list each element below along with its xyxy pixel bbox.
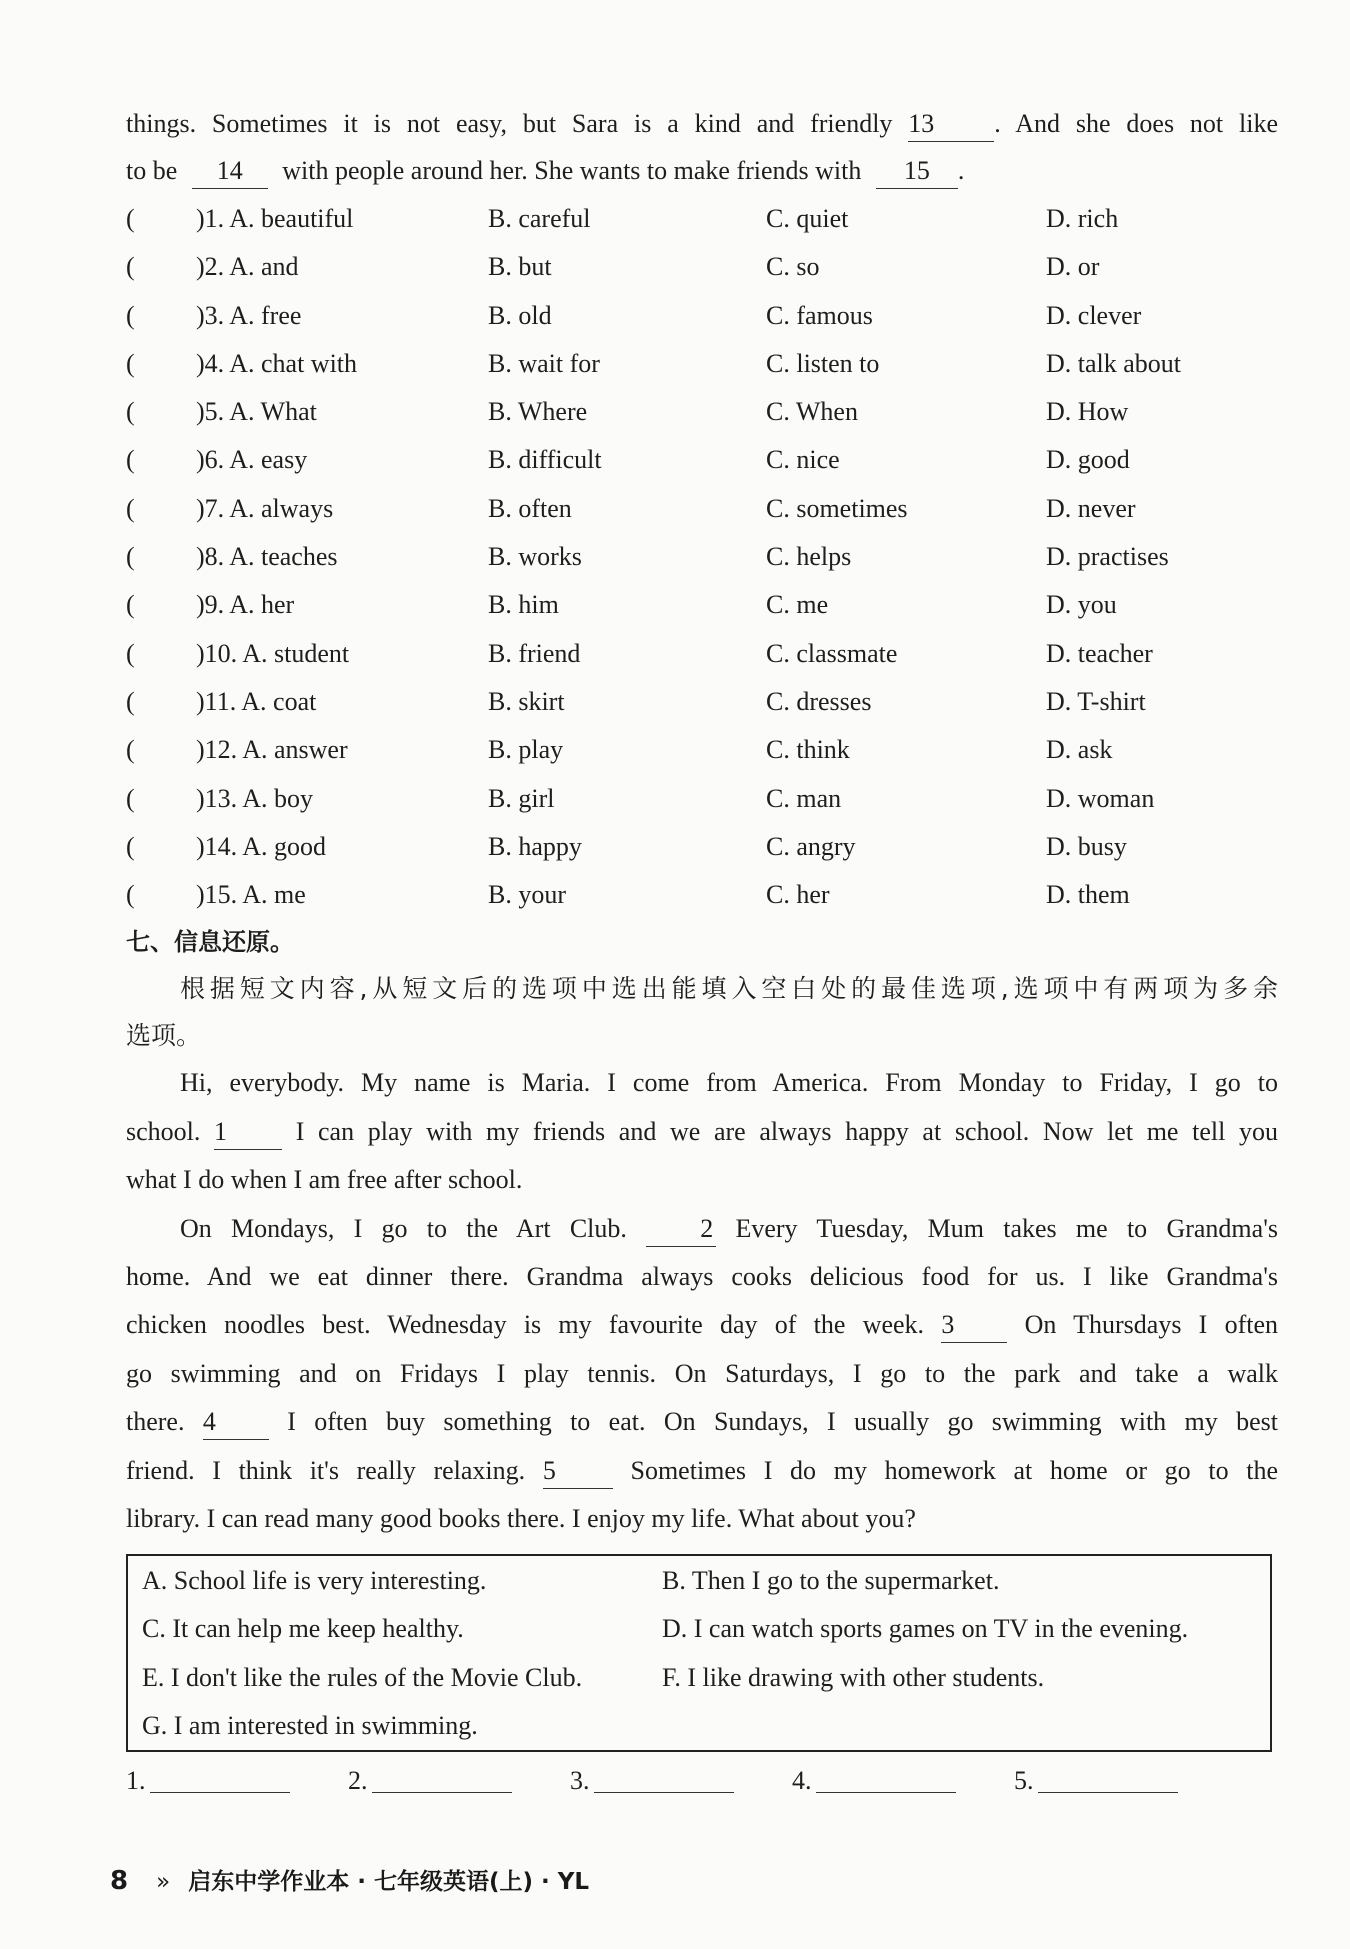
choice-b: B. Then I go to the supermarket.	[662, 1566, 1000, 1596]
section-heading: 七、信息还原。	[126, 928, 294, 957]
option-d: D. good	[1046, 445, 1130, 475]
option-c: C. angry	[766, 831, 856, 861]
option-a: )6. A. easy	[196, 445, 308, 475]
text: On Thursdays I often	[1024, 1310, 1279, 1340]
passage-line	[126, 1447, 1278, 1495]
option-b: B. play	[488, 735, 564, 765]
choices-box	[126, 1554, 1272, 1752]
option-a: )14. A. good	[196, 831, 326, 861]
option-c: C. man	[766, 783, 842, 813]
passage-line: library. I can read many good books there. I enjoy my life. What about you?	[126, 1503, 916, 1533]
passage-line	[126, 1301, 1278, 1349]
passage-line	[126, 1205, 1278, 1253]
option-c: C. dresses	[766, 686, 872, 716]
blank-1[interactable]: 1	[214, 1115, 282, 1150]
passage-line: home. And we eat dinner there. Grandma always cooks delicious food for us. I like Grandma's	[126, 1262, 1278, 1292]
choice-e: E. I don't like the rules of the Movie Club.	[142, 1663, 583, 1693]
answer-label: 4.	[792, 1766, 812, 1796]
text: to be	[126, 156, 178, 185]
option-a: )7. A. always	[196, 493, 334, 523]
option-row	[126, 630, 1278, 678]
option-b: B. works	[488, 542, 582, 572]
double-chevron-icon: »	[156, 1869, 171, 1895]
option-b: B. girl	[488, 783, 555, 813]
option-a: )3. A. free	[196, 300, 302, 330]
choice-f: F. I like drawing with other students.	[662, 1663, 1045, 1693]
answer-slot[interactable]	[348, 1766, 512, 1796]
answer-slot[interactable]	[126, 1766, 290, 1796]
blank-13: 13	[908, 107, 994, 142]
answer-paren[interactable]: (	[126, 686, 135, 716]
option-b: B. careful	[488, 204, 591, 233]
option-b: B. Where	[488, 397, 588, 427]
answer-line	[126, 1766, 1278, 1826]
answer-blank[interactable]	[372, 1766, 512, 1793]
answer-label: 2.	[348, 1766, 368, 1796]
option-b: B. your	[488, 880, 566, 910]
choice-a: A. School life is very interesting.	[142, 1566, 487, 1596]
option-c: C. famous	[766, 300, 873, 330]
option-d: D. never	[1046, 493, 1136, 523]
answer-blank[interactable]	[816, 1766, 956, 1793]
choice-g: G. I am interested in swimming.	[142, 1711, 478, 1741]
option-a: )10. A. student	[196, 638, 350, 668]
passage-line: go swimming and on Fridays I play tennis. On Saturdays, I go to the park and take a walk	[126, 1358, 1278, 1388]
answer-slot[interactable]	[1014, 1766, 1178, 1796]
option-c: C. helps	[766, 542, 852, 572]
option-a: )15. A. me	[196, 880, 306, 910]
text: school.	[126, 1116, 201, 1146]
answer-paren[interactable]: (	[126, 397, 135, 427]
answer-blank[interactable]	[594, 1766, 734, 1793]
answer-slot[interactable]	[792, 1766, 956, 1796]
option-row	[126, 195, 1278, 243]
answer-paren[interactable]: (	[126, 783, 135, 813]
answer-label: 3.	[570, 1766, 590, 1796]
option-d: D. teacher	[1046, 638, 1153, 668]
answer-paren[interactable]: (	[126, 493, 135, 523]
text: things. Sometimes it is not easy, but Sara is a kind and friendly	[126, 109, 893, 138]
blank-3[interactable]: 3	[941, 1308, 1007, 1343]
section-instruction-cont: 选项。	[126, 1021, 202, 1051]
option-a: )5. A. What	[196, 397, 317, 427]
option-b: B. old	[488, 300, 552, 330]
passage-line: Hi, everybody. My name is Maria. I come from America. From Monday to Friday, I go to	[180, 1068, 1278, 1098]
text: Sometimes I do my homework at home or go to the	[630, 1455, 1278, 1485]
option-b: B. wait for	[488, 348, 600, 378]
option-row	[126, 775, 1278, 823]
book-title: 启东中学作业本 · 七年级英语(上) · YL	[188, 1869, 590, 1895]
answer-slot[interactable]	[570, 1766, 734, 1796]
text: with people around her. She wants to make friends with	[282, 156, 862, 185]
option-a: )11. A. coat	[196, 686, 317, 716]
text: I often buy something to eat. On Sundays, I usually go swimming with my best	[287, 1407, 1279, 1437]
answer-paren[interactable]: (	[126, 880, 135, 910]
option-a: )12. A. answer	[196, 735, 348, 765]
option-d: D. clever	[1046, 300, 1142, 330]
option-b: B. but	[488, 252, 552, 282]
answer-paren[interactable]: (	[126, 204, 135, 233]
option-b: B. difficult	[488, 445, 602, 475]
option-row	[126, 340, 1278, 388]
option-row	[126, 292, 1278, 340]
text: friend. I think it's really relaxing.	[126, 1455, 526, 1485]
option-a: )2. A. and	[196, 252, 299, 282]
reading-passage	[126, 1059, 1278, 1543]
option-a: )8. A. teaches	[196, 542, 338, 572]
option-c: C. think	[766, 735, 850, 765]
text: .	[957, 156, 965, 185]
answer-blank[interactable]	[1038, 1766, 1178, 1793]
text: Every Tuesday, Mum takes me to Grandma's	[735, 1213, 1278, 1243]
intro-line-1	[126, 100, 1278, 147]
option-a: )13. A. boy	[196, 783, 313, 813]
option-b: B. skirt	[488, 686, 565, 716]
page-footer	[110, 1863, 589, 1896]
answer-paren[interactable]: (	[126, 252, 135, 282]
option-d: D. busy	[1046, 831, 1127, 861]
answer-paren[interactable]: (	[126, 638, 135, 668]
blank-15: 15	[876, 154, 958, 189]
option-d: D. practises	[1046, 542, 1169, 572]
page-content	[126, 100, 1278, 1826]
answer-paren[interactable]: (	[126, 445, 135, 475]
option-d: D. woman	[1046, 783, 1155, 813]
option-row	[126, 243, 1278, 291]
option-c: C. so	[766, 252, 820, 282]
option-b: B. happy	[488, 831, 582, 861]
option-row	[126, 678, 1278, 726]
option-a: )9. A. her	[196, 590, 295, 620]
text: there.	[126, 1407, 185, 1437]
option-row	[126, 871, 1278, 919]
option-c: C. nice	[766, 445, 840, 475]
choice-d: D. I can watch sports games on TV in the evening.	[662, 1614, 1189, 1644]
option-row	[126, 485, 1278, 533]
blank-5[interactable]: 5	[543, 1454, 613, 1489]
option-row	[126, 726, 1278, 774]
option-b: B. friend	[488, 638, 581, 668]
option-d: D. ask	[1046, 735, 1113, 765]
section-instruction: 根据短文内容,从短文后的选项中选出能填入空白处的最佳选项,选项中有两项为多余	[180, 974, 1278, 1004]
option-b: B. often	[488, 493, 572, 523]
option-d: D. talk about	[1046, 348, 1182, 378]
option-row	[126, 823, 1278, 871]
text: I can play with my friends and we are always happy at school. Now let me tell you	[295, 1116, 1278, 1146]
text: On Mondays, I go to the Art Club.	[180, 1213, 627, 1243]
answer-paren[interactable]: (	[126, 542, 135, 572]
option-d: D. you	[1046, 590, 1117, 620]
text: . And she does not like	[994, 109, 1279, 138]
passage-line	[126, 1108, 1278, 1156]
option-c: C. When	[766, 397, 858, 427]
option-c: C. classmate	[766, 638, 898, 668]
option-c: C. quiet	[766, 204, 849, 233]
page-number: 8	[110, 1866, 129, 1896]
option-c: C. sometimes	[766, 493, 908, 523]
blank-4[interactable]: 4	[203, 1405, 269, 1440]
option-a: )1. A. beautiful	[196, 204, 354, 233]
blank-2[interactable]: 2	[646, 1212, 716, 1247]
option-d: D. them	[1046, 880, 1130, 910]
answer-paren[interactable]: (	[126, 831, 135, 861]
option-c: C. me	[766, 590, 829, 620]
option-a: )4. A. chat with	[196, 348, 358, 378]
answer-paren[interactable]: (	[126, 735, 135, 765]
answer-paren[interactable]: (	[126, 300, 135, 330]
passage-line	[126, 1398, 1278, 1446]
option-row	[126, 533, 1278, 581]
option-row	[126, 388, 1278, 436]
option-d: D. How	[1046, 397, 1129, 427]
option-d: D. T-shirt	[1046, 686, 1146, 716]
answer-label: 5.	[1014, 1766, 1034, 1796]
text: chicken noodles best. Wednesday is my favourite day of the week.	[126, 1310, 925, 1340]
answer-paren[interactable]: (	[126, 348, 135, 378]
intro-line-2	[126, 147, 1278, 194]
answer-blank[interactable]	[150, 1766, 290, 1793]
option-row	[126, 581, 1278, 629]
option-d: D. rich	[1046, 204, 1119, 233]
option-d: D. or	[1046, 252, 1100, 282]
option-row	[126, 436, 1278, 484]
option-b: B. him	[488, 590, 559, 620]
passage-line: what I do when I am free after school.	[126, 1165, 523, 1195]
answer-paren[interactable]: (	[126, 590, 135, 620]
option-c: C. listen to	[766, 348, 880, 378]
blank-14: 14	[192, 154, 268, 189]
choice-c: C. It can help me keep healthy.	[142, 1614, 464, 1644]
cloze-options	[126, 195, 1278, 919]
answer-label: 1.	[126, 1766, 146, 1796]
option-c: C. her	[766, 880, 830, 910]
